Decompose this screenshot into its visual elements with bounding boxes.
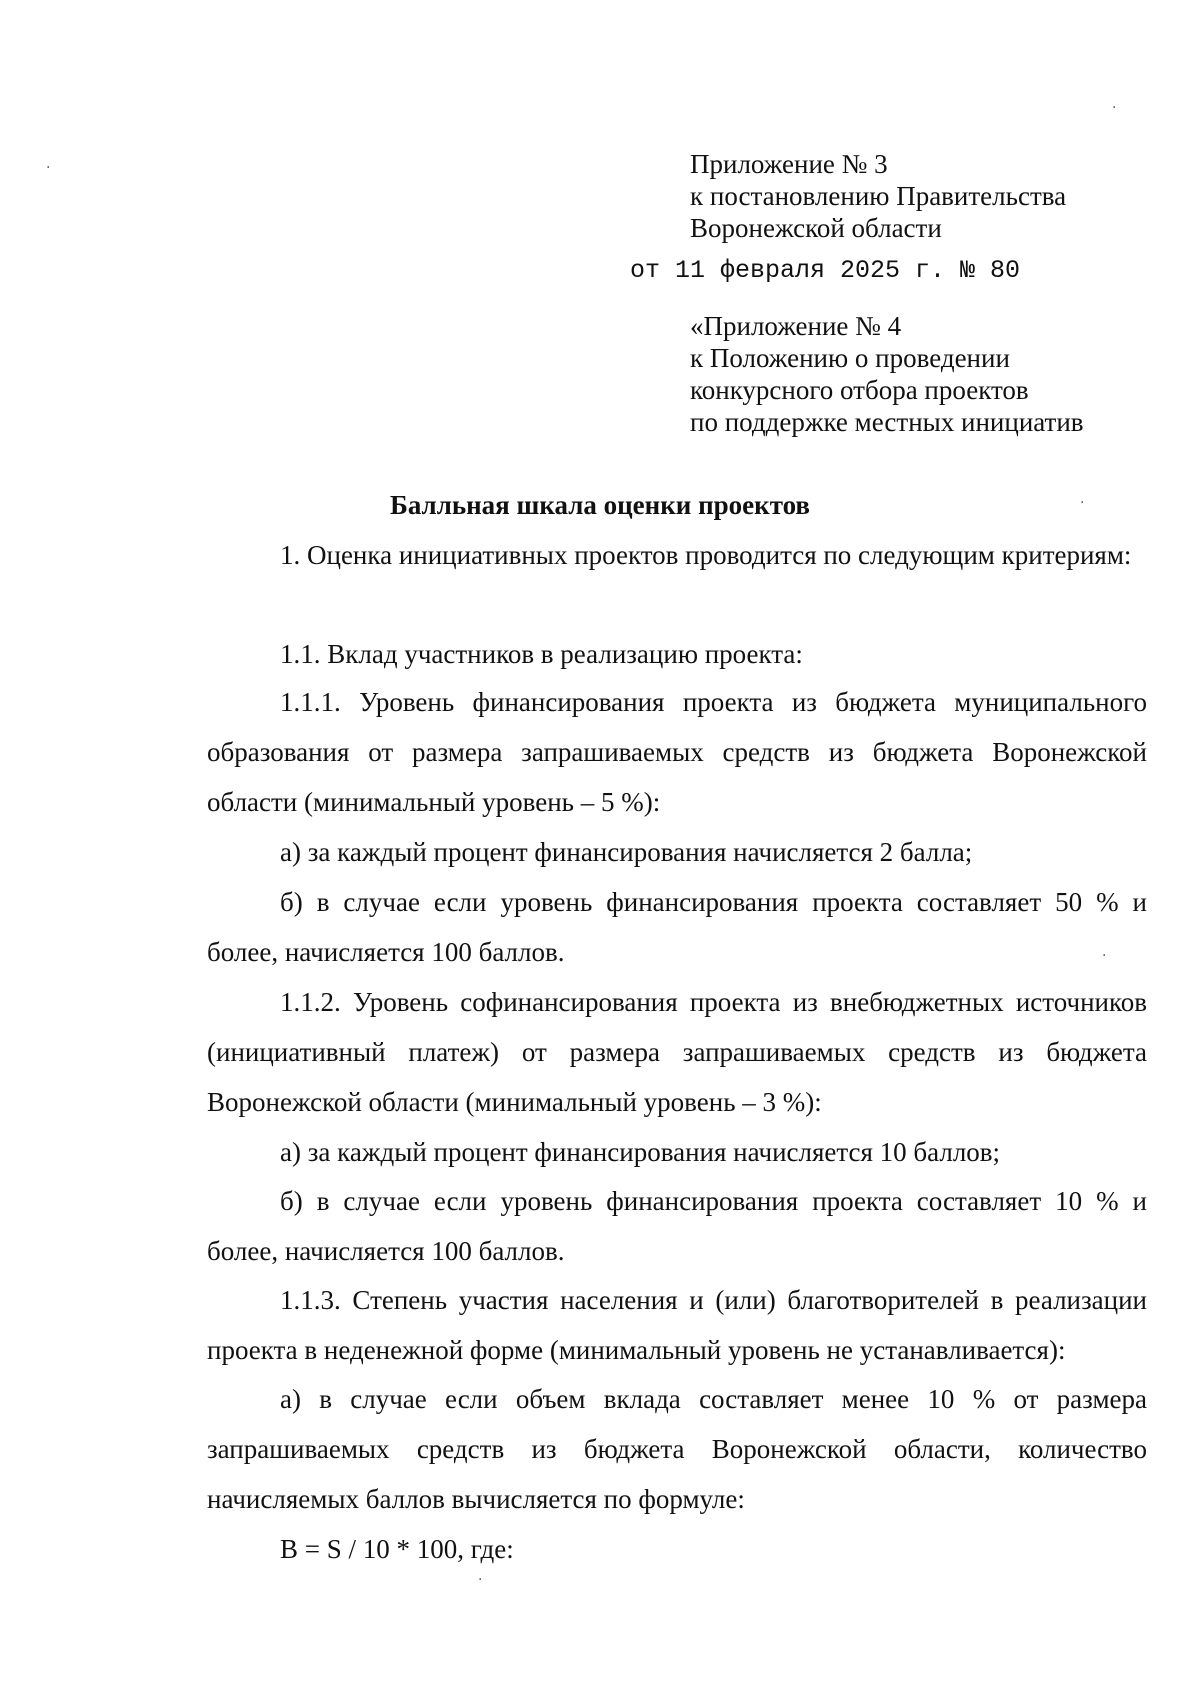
paragraph-1-1-2-b: б) в случае если уровень финансирования проекта составляет 10 % и более, начисляется 100 баллов. xyxy=(207,1186,1147,1266)
paragraph-1-1-1-a: а) за каждый процент финансирования начисляется 2 балла; xyxy=(280,837,973,867)
scan-speck: · xyxy=(46,160,51,176)
appendix-line-3: конкурсного отбора проектов xyxy=(690,375,1029,405)
header-line-1: Приложение № 3 xyxy=(690,149,888,179)
scan-speck: · xyxy=(1102,948,1107,964)
header-line-3: Воронежской области xyxy=(690,213,942,243)
paragraph-1-1-2-a: а) за каждый процент финансирования начисляется 10 баллов; xyxy=(280,1137,1001,1167)
paragraph-1: 1. Оценка инициативных проектов проводится по следующим критериям: xyxy=(280,540,1132,570)
paragraph-1-1-3-a: а) в случае если объем вклада составляет менее 10 % от размера запрашиваемых средств из бюджета Воронежской области, количество начисляемых баллов вычисляется по формуле: xyxy=(207,1384,1147,1514)
paragraph-1-1: 1.1. Вклад участников в реализацию проекта: xyxy=(280,639,803,669)
formula: B = S / 10 * 100, где: xyxy=(280,1534,514,1564)
document-title: Балльная шкала оценки проектов xyxy=(389,490,811,520)
paragraph-1-1-2: 1.1.2. Уровень софинансирования проекта из внебюджетных источников (инициативный платеж) от размера запрашиваемых средств из бюджета Воронежской области (минимальный уровень – 3 %): xyxy=(207,987,1147,1117)
appendix-line-2: к Положению о проведении xyxy=(690,343,1010,373)
scan-speck: · xyxy=(478,1572,483,1588)
scan-speck: · xyxy=(1080,495,1085,511)
header-line-2: к постановлению Правительства xyxy=(690,181,1067,211)
paragraph-1-1-1: 1.1.1. Уровень финансирования проекта из бюджета муниципального образования от размера запрашиваемых средств из бюджета Воронежской области (минимальный уровень – 5 %): xyxy=(207,687,1147,817)
scan-speck: · xyxy=(1112,100,1117,116)
paragraph-1-1-3: 1.1.3. Степень участия населения и (или) благотворителей в реализации проекта в неденежной форме (минимальный уровень не устанавливается): xyxy=(207,1285,1147,1365)
appendix-line-4: по поддержке местных инициатив xyxy=(690,407,1084,437)
appendix-line-1: «Приложение № 4 xyxy=(690,311,902,341)
header-date-line: от 11 февраля 2025 г. № 80 xyxy=(630,256,1021,285)
paragraph-1-1-1-b: б) в случае если уровень финансирования проекта составляет 50 % и более, начисляется 100 баллов. xyxy=(207,887,1147,967)
